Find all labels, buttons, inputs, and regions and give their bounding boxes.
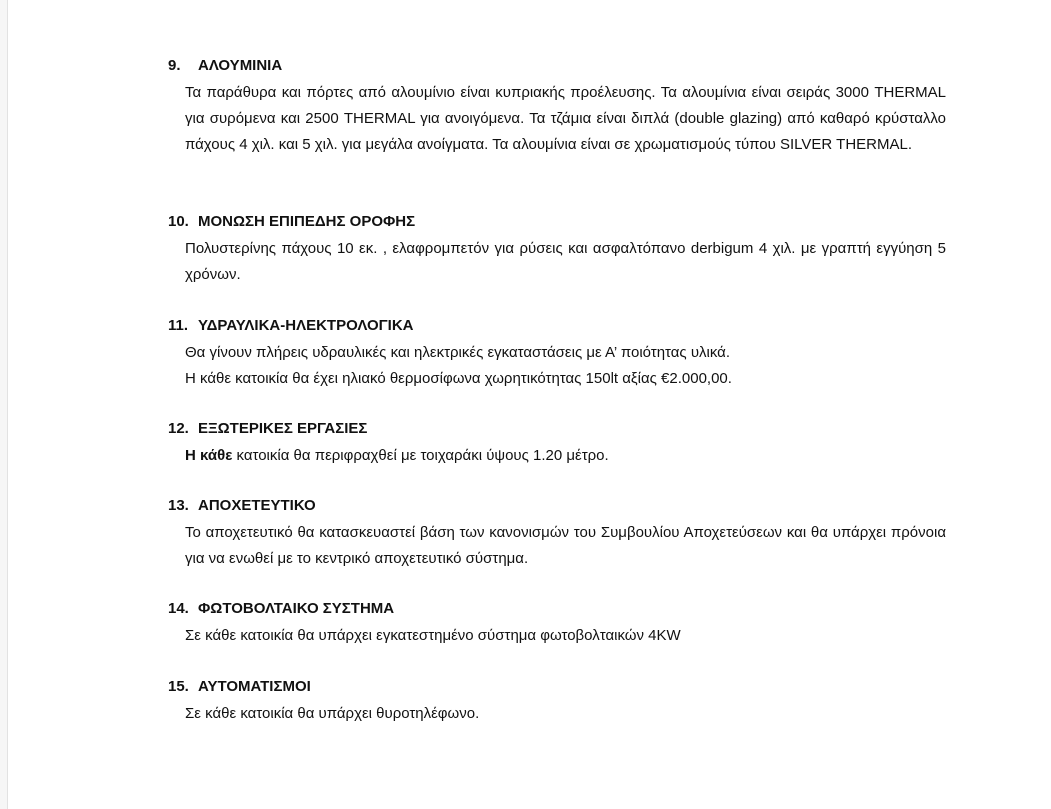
section-text [185,340,946,392]
section-number: 11. [168,317,189,334]
section-roof-insulation [168,213,946,288]
section-aluminium [168,57,946,158]
section-text: Σε κάθε κατοικία θα υπάρχει θυροτηλέφωνο. [185,705,480,722]
document-page [8,0,1051,809]
section-title: ΜΟΝΩΣΗ ΕΠΙΠΕΔΗΣ ΟΡΟΦΗΣ [198,213,416,230]
section-number: 13. [168,497,189,514]
section-number: 9. [168,57,181,74]
section-title: ΑΥΤΟΜΑΤΙΣΜΟΙ [198,678,311,695]
section-external-works [168,420,946,469]
section-text: Τα παράθυρα και πόρτες από αλουμίνιο είναι κυπριακής προέλευσης. Τα αλουμίνια είναι σειράς 3000 THERMAL για συρόμενα και 2500 THERMAL για ανοιγόμενα. Τα τζάμια είναι διπλά (double glazing) από καθαρό κρύσταλλο πάχους 4 χιλ. και 5 χιλ. για μεγάλα ανοίγματα. Τα αλουμίνια είναι σε χρωματισμούς τύπου SILVER THERMAL. [185,84,946,153]
section-heading [168,678,946,696]
section-heading [168,57,946,75]
section-plumbing-electrical [168,317,946,392]
section-title: ΕΞΩΤΕΡΙΚΕΣ ΕΡΓΑΣΙΕΣ [198,420,368,437]
section-number: 15. [168,678,189,695]
section-heading [168,600,946,618]
section-heading [168,497,946,515]
section-text: Πολυστερίνης πάχους 10 εκ. , ελαφρομπετόν για ρύσεις και ασφαλτόπανο derbigum 4 χιλ. με γραπτή εγγύηση 5 χρόνων. [185,240,946,283]
body-text: κατοικία θα περιφραχθεί με τοιχαράκι ύψους 1.20 μέτρο. [232,447,609,464]
section-number: 10. [168,213,189,230]
section-title: ΑΠΟΧΕΤΕΥΤΙΚΟ [198,497,316,514]
section-number: 14. [168,600,189,617]
section-sewerage [168,497,946,572]
section-title: ΦΩΤΟΒΟΛΤΑΙΚΟ ΣΥΣΤΗΜΑ [198,600,395,617]
section-text: Σε κάθε κατοικία θα υπάρχει εγκατεστημένο σύστημα φωτοβολταικών 4KW [185,627,681,644]
section-text [185,443,946,469]
section-heading [168,420,946,438]
text-line: Θα γίνουν πλήρεις υδραυλικές και ηλεκτρικές εγκαταστάσεις με Α’ ποιότητας υλικά. [185,344,731,361]
section-number: 12. [168,420,189,437]
section-photovoltaic [168,600,946,649]
bold-text: Η κάθε [185,447,233,464]
text-line: Η κάθε κατοικία θα έχει ηλιακό θερμοσίφωνα χωρητικότητας 150lt αξίας €2.000,00. [185,370,732,387]
section-text: Το αποχετευτικό θα κατασκευαστεί βάση των κανονισμών του Συμβουλίου Αποχετεύσεων και θα υπάρχει πρόνοια για να ενωθεί με το κεντρικό αποχετευτικό σύστημα. [185,524,946,567]
section-title: ΥΔΡΑΥΛΙΚΑ-ΗΛΕΚΤΡΟΛΟΓΙΚΑ [198,317,414,334]
section-title: ΑΛΟΥΜΙΝΙΑ [198,57,283,74]
section-heading [168,213,946,231]
section-automation [168,678,946,727]
section-heading [168,317,946,335]
